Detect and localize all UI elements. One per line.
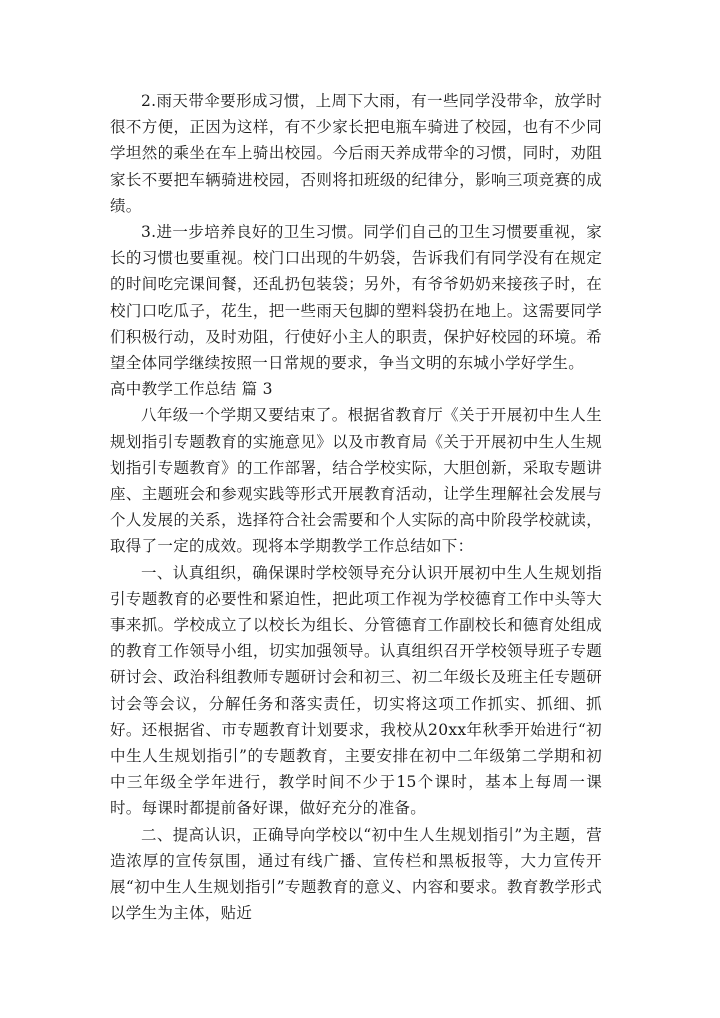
paragraph-rain-umbrella: 2.雨天带伞要形成习惯，上周下大雨，有一些同学没带伞，放学时很不方便，正因为这样，有不少家长把电瓶车骑进了校园，也有不少同学坦然的乘坐在车上骑出校园。今后雨天养成带伞的习惯，同时，劝阻家长不要把车辆骑进校园，否则将扣班级的纪律分，影响三项竞赛的成绩。	[110, 92, 602, 215]
document-page	[110, 88, 602, 927]
paragraph-section-two: 二、提高认识，正确导向学校以“初中生人生规划指引”为主题，营造浓厚的宣传氛围，通过有线广播、宣传栏和黑板报等，大力宣传开展“初中生人生规划指引”专题教育的意义、内容和要求。教育教学形式以学生为主体，贴近	[110, 825, 602, 923]
paragraph-intro: 八年级一个学期又要结束了。根据省教育厅《关于开展初中生人生规划指引专题教育的实施意见》以及市教育局《关于开展初中生人生规划指引专题教育》的工作部署，结合学校实际，大胆创新，采取专题讲座、主题班会和参观实践等形式开展教育活动，让学生理解社会发展与个人发展的关系，选择符合社会需要和个人实际的高中阶段学校就读，取得了一定的成效。现将本学期教学工作总结如下：	[110, 406, 602, 556]
paragraph-hygiene-habits: 3.进一步培养良好的卫生习惯。同学们自己的卫生习惯要重视，家长的习惯也要重视。校门口出现的牛奶袋，告诉我们有同学没有在规定的时间吃完课间餐，还乱扔包装袋；另外，有爷爷奶奶来接孩子时，在校门口吃瓜子，花生，把一些雨天包脚的塑料袋扔在地上。这需要同学们积极行动，及时劝阻，行使好小主人的职责，保护好校园的环境。希望全体同学继续按照一日常规的要求，争当文明的东城小学好学生。	[110, 223, 602, 373]
section-heading: 高中教学工作总结 篇 3	[110, 380, 273, 399]
paragraph-section-one: 一、认真组织，确保课时学校领导充分认识开展初中生人生规划指引专题教育的必要性和紧迫性，把此项工作视为学校德育工作中头等大事来抓。学校成立了以校长为组长、分管德育工作副校长和德育处组成的教育工作领导小组，切实加强领导。认真组织召开学校领导班子专题研讨会、政治科组教师专题研讨会和初三、初二年级长及班主任专题研讨会等会议，分解任务和落实责任，切实将这项工作抓实、抓细、抓好。还根据省、市专题教育计划要求，我校从20xx年秋季开始进行“初中生人生规划指引”的专题教育，主要安排在初中二年级第二学期和初中三年级全学年进行，教学时间不少于15个课时，基本上每周一课时。每课时都提前备好课，做好充分的准备。	[110, 563, 602, 818]
